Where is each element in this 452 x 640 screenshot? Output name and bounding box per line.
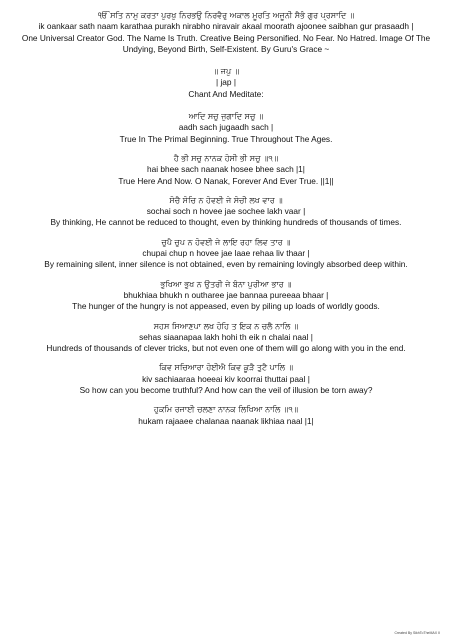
- gurmukhi-line: ਭੁਖਿਆ ਭੁਖ ਨ ਉਤਰੀ ਜੇ ਬੰਨਾ ਪੁਰੀਆ ਭਾਰ ॥: [160, 279, 292, 289]
- gurmukhi-line: ਚੁਪੈ ਚੁਪ ਨ ਹੋਵਈ ਜੇ ਲਾਇ ਰਹਾ ਲਿਵ ਤਾਰ ॥: [161, 237, 291, 247]
- gurmukhi-line: ਕਿਵ ਸਚਿਆਰਾ ਹੋਈਐ ਕਿਵ ਕੂੜੈ ਤੁਟੈ ਪਾਲਿ ॥: [158, 363, 294, 373]
- spacer: [16, 354, 436, 362]
- english-line: Hundreds of thousands of clever tricks, but not even one of them will go along with you in the end.: [46, 343, 406, 354]
- translit-line: sehas siaanapaa lakh hohi th eik n chalai naal |: [139, 331, 313, 342]
- gurmukhi-line: ਆਦਿ ਸਚੁ ਜੁਗਾਦਿ ਸਚੁ ॥: [188, 112, 264, 122]
- translit-line: sochai soch n hovee jae sochee lakh vaar |: [146, 206, 306, 217]
- translit-line: hai bhee sach naanak hosee bhee sach |1|: [147, 164, 305, 175]
- spacer: [16, 271, 436, 279]
- english-line: True Here And Now. O Nanak, Forever And Ever True. ||1||: [118, 175, 334, 186]
- english-line: So how can you become truthful? And how can the veil of illusion be torn away?: [79, 385, 373, 396]
- translit-line: bhukhiaa bhukh n outharee jae bannaa pureeaa bhaar |: [123, 289, 329, 300]
- translit-line: | jap |: [216, 77, 236, 88]
- spacer: [16, 313, 436, 321]
- translit-line: ik oankaar sath naam karathaa purakh nirabho niravair akaal moorath ajoonee saibhan gur prasaadh |: [38, 21, 414, 32]
- gurmukhi-line: ਹੁਕਮਿ ਰਜਾਈ ਚਲਣਾ ਨਾਨਕ ਲਿਖਿਆ ਨਾਲਿ ॥੧॥: [153, 405, 299, 415]
- spacer: [16, 229, 436, 237]
- english-line: One Universal Creator God. The Name Is Truth. Creative Being Personified. No Fear. No Hatred. Image Of The Undying, Beyond Birth, Self-Existent. By Guru's Grace ~: [21, 32, 431, 54]
- english-line: By thinking, He cannot be reduced to thought, even by thinking hundreds of thousands of times.: [50, 217, 402, 228]
- spacer: [16, 396, 436, 404]
- translit-line: hukam rajaaee chalanaa naanak likhiaa naal |1|: [138, 415, 314, 426]
- english-line: By remaining silent, inner silence is not obtained, even by remaining lovingly absorbed deep within.: [44, 259, 408, 270]
- spacer: [16, 187, 436, 195]
- gurmukhi-line: ੴ ਸਤਿ ਨਾਮੁ ਕਰਤਾ ਪੁਰਖੁ ਨਿਰਭਉ ਨਿਰਵੈਰੁ ਅਕਾਲ ਮੂਰਤਿ ਅਜੂਨੀ ਸੈਭੰ ਗੁਰ ਪ੍ਰਸਾਦਿ ॥: [97, 11, 355, 20]
- english-line: Chant And Meditate:: [188, 88, 264, 99]
- gurmukhi-line: ॥ ਜਪੁ ॥: [212, 67, 240, 77]
- gurmukhi-line: ਸਹਸ ਸਿਆਣਪਾ ਲਖ ਹੋਹਿ ਤ ਇਕ ਨ ਚਲੈ ਨਾਲਿ ॥: [153, 321, 299, 331]
- english-line: True In The Primal Beginning. True Throughout The Ages.: [119, 133, 333, 144]
- translit-line: chupai chup n hovee jae laae rehaa liv thaar |: [142, 248, 310, 259]
- english-line: The hunger of the hungry is not appeased, even by piling up loads of worldly goods.: [72, 301, 380, 312]
- spacer: [16, 55, 436, 66]
- gurmukhi-line: ਹੈ ਭੀ ਸਚੁ ਨਾਨਕ ਹੋਸੀ ਭੀ ਸਚੁ ॥੧॥: [173, 153, 279, 163]
- document-body: [16, 10, 436, 427]
- gurmukhi-line: ਸੋਚੈ ਸੋਚਿ ਨ ਹੋਵਈ ਜੇ ਸੋਚੀ ਲਖ ਵਾਰ ॥: [169, 195, 283, 205]
- translit-line: kiv sachiaaraa hoeeai kiv koorrai thuttai paal |: [142, 373, 310, 384]
- footer-credit: Created By SikhToTheMAX II: [394, 631, 440, 635]
- spacer: [16, 100, 436, 111]
- translit-line: aadh sach jugaadh sach |: [178, 122, 274, 133]
- spacer: [16, 145, 436, 153]
